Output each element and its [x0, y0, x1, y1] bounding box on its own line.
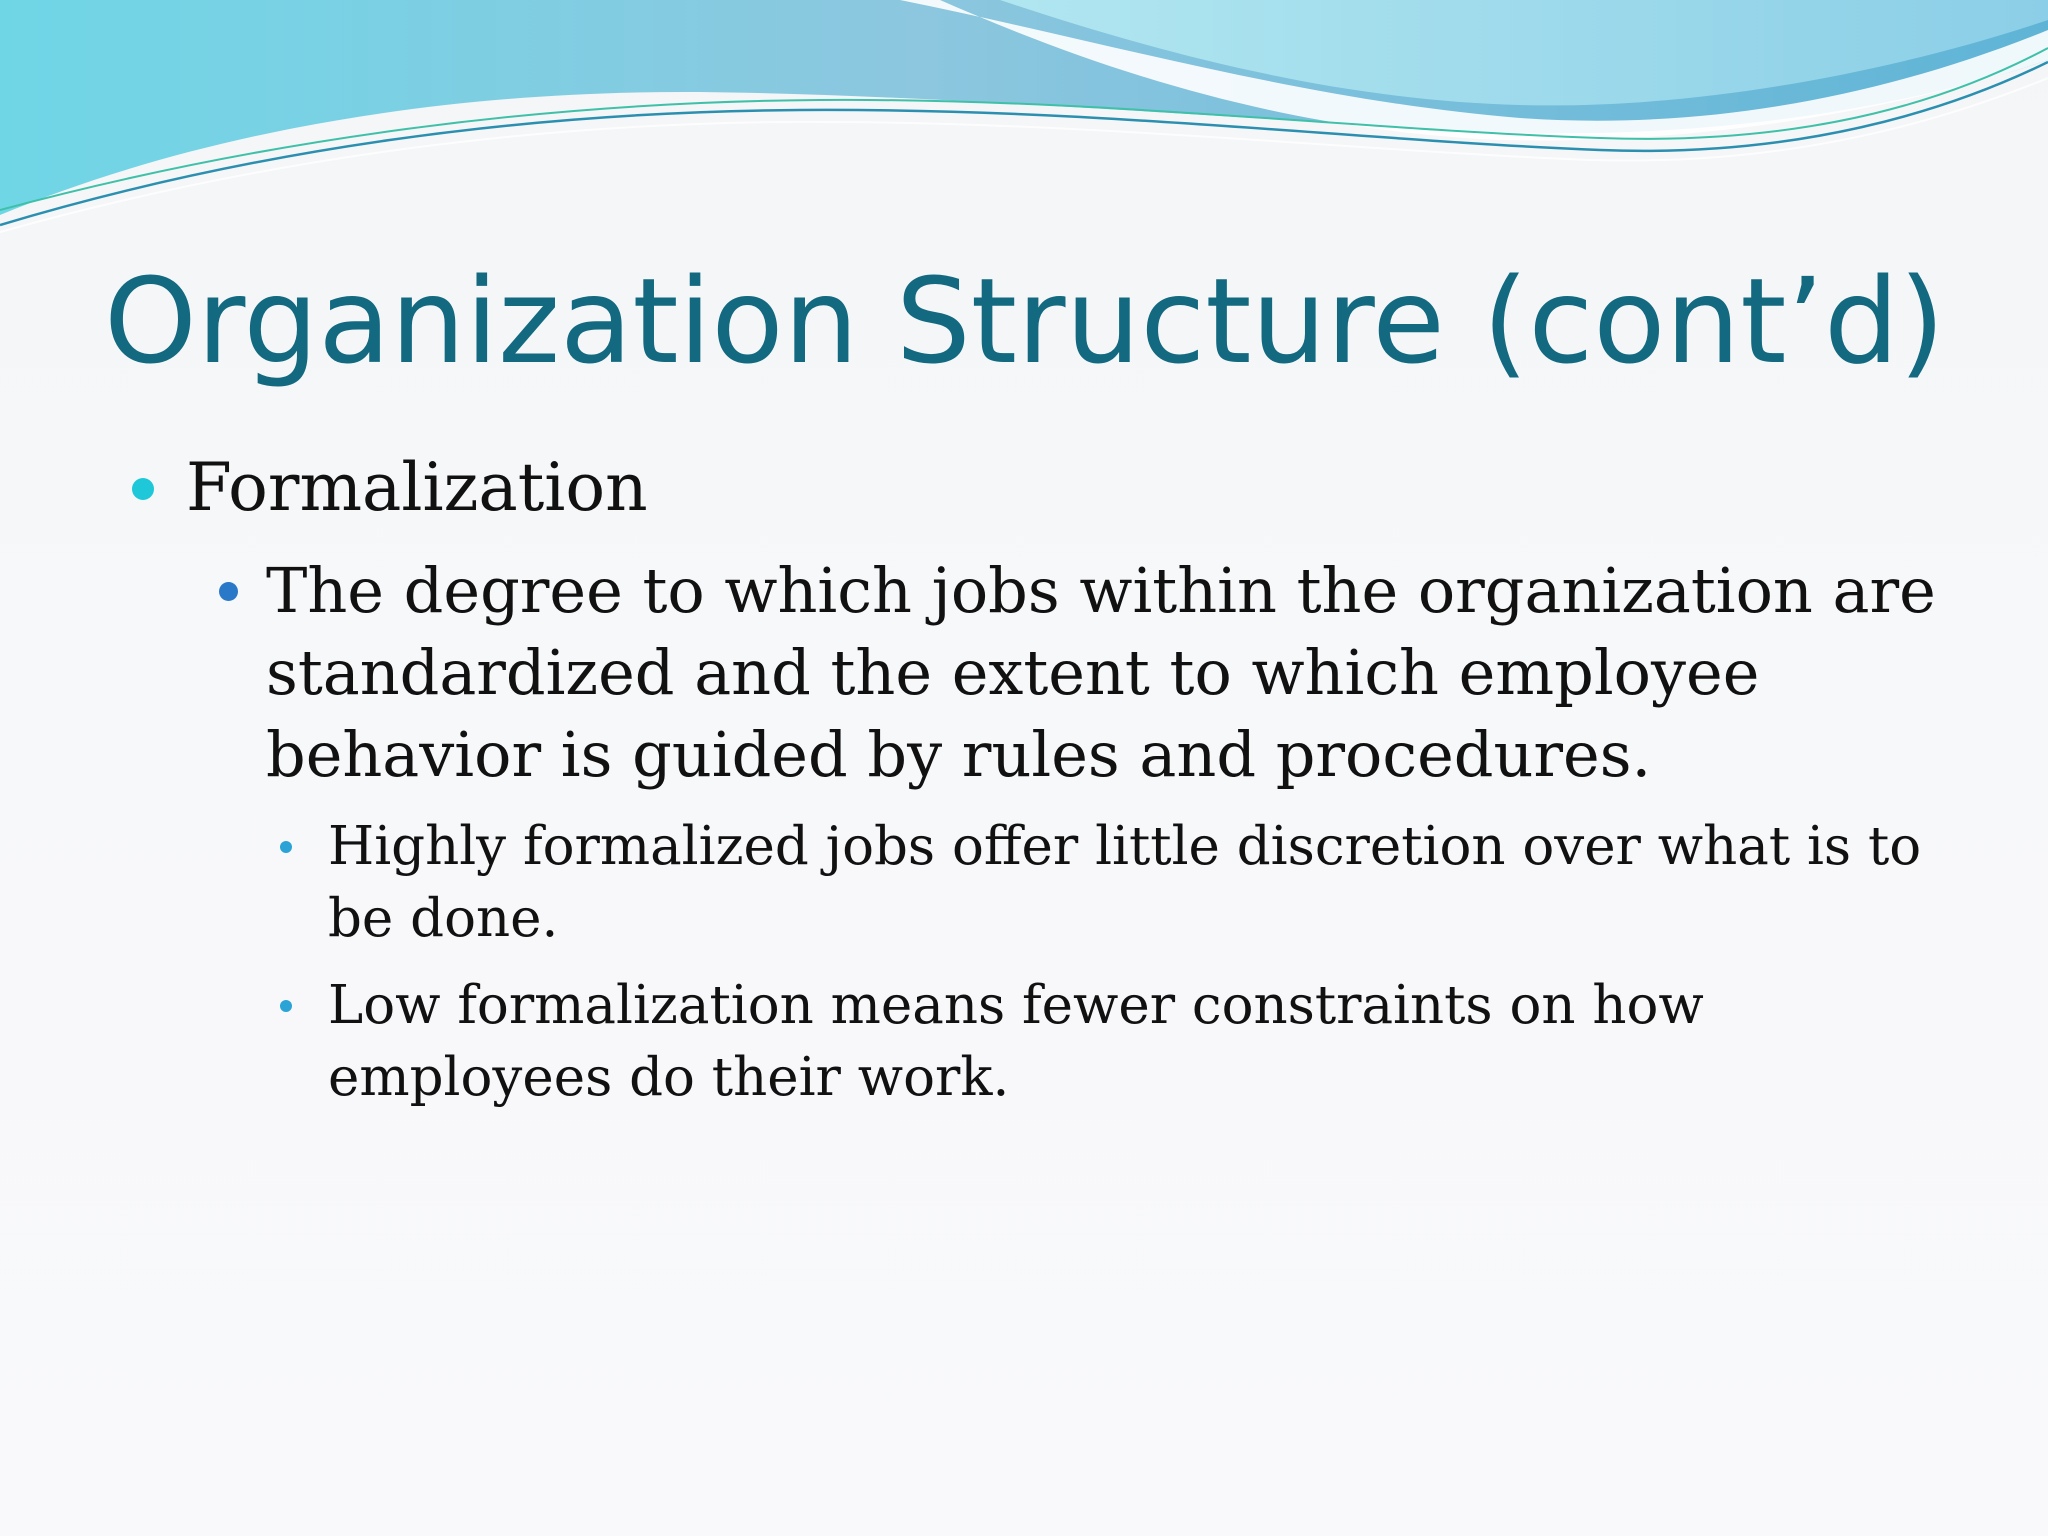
level2-bullet-icon — [219, 582, 238, 601]
level3-item-high-formalization: Highly formalized jobs offer little discretion over what is to be done. — [328, 816, 1922, 949]
level1-bullet-icon — [132, 478, 154, 500]
header-wave-decoration — [0, 0, 2048, 240]
level3-item-low-formalization: Low formalization means fewer constraints on how employees do their work. — [328, 975, 1704, 1108]
level1-heading: Formalization — [186, 449, 648, 526]
level2-definition: The degree to which jobs within the organization are standardized and the extent to which employee behavior is guided by rules and procedures. — [266, 554, 1936, 791]
level3-bullet-icon — [280, 1000, 292, 1012]
level3-bullet-icon — [280, 841, 292, 853]
slide-title: Organization Structure (cont’d) — [104, 252, 1945, 390]
